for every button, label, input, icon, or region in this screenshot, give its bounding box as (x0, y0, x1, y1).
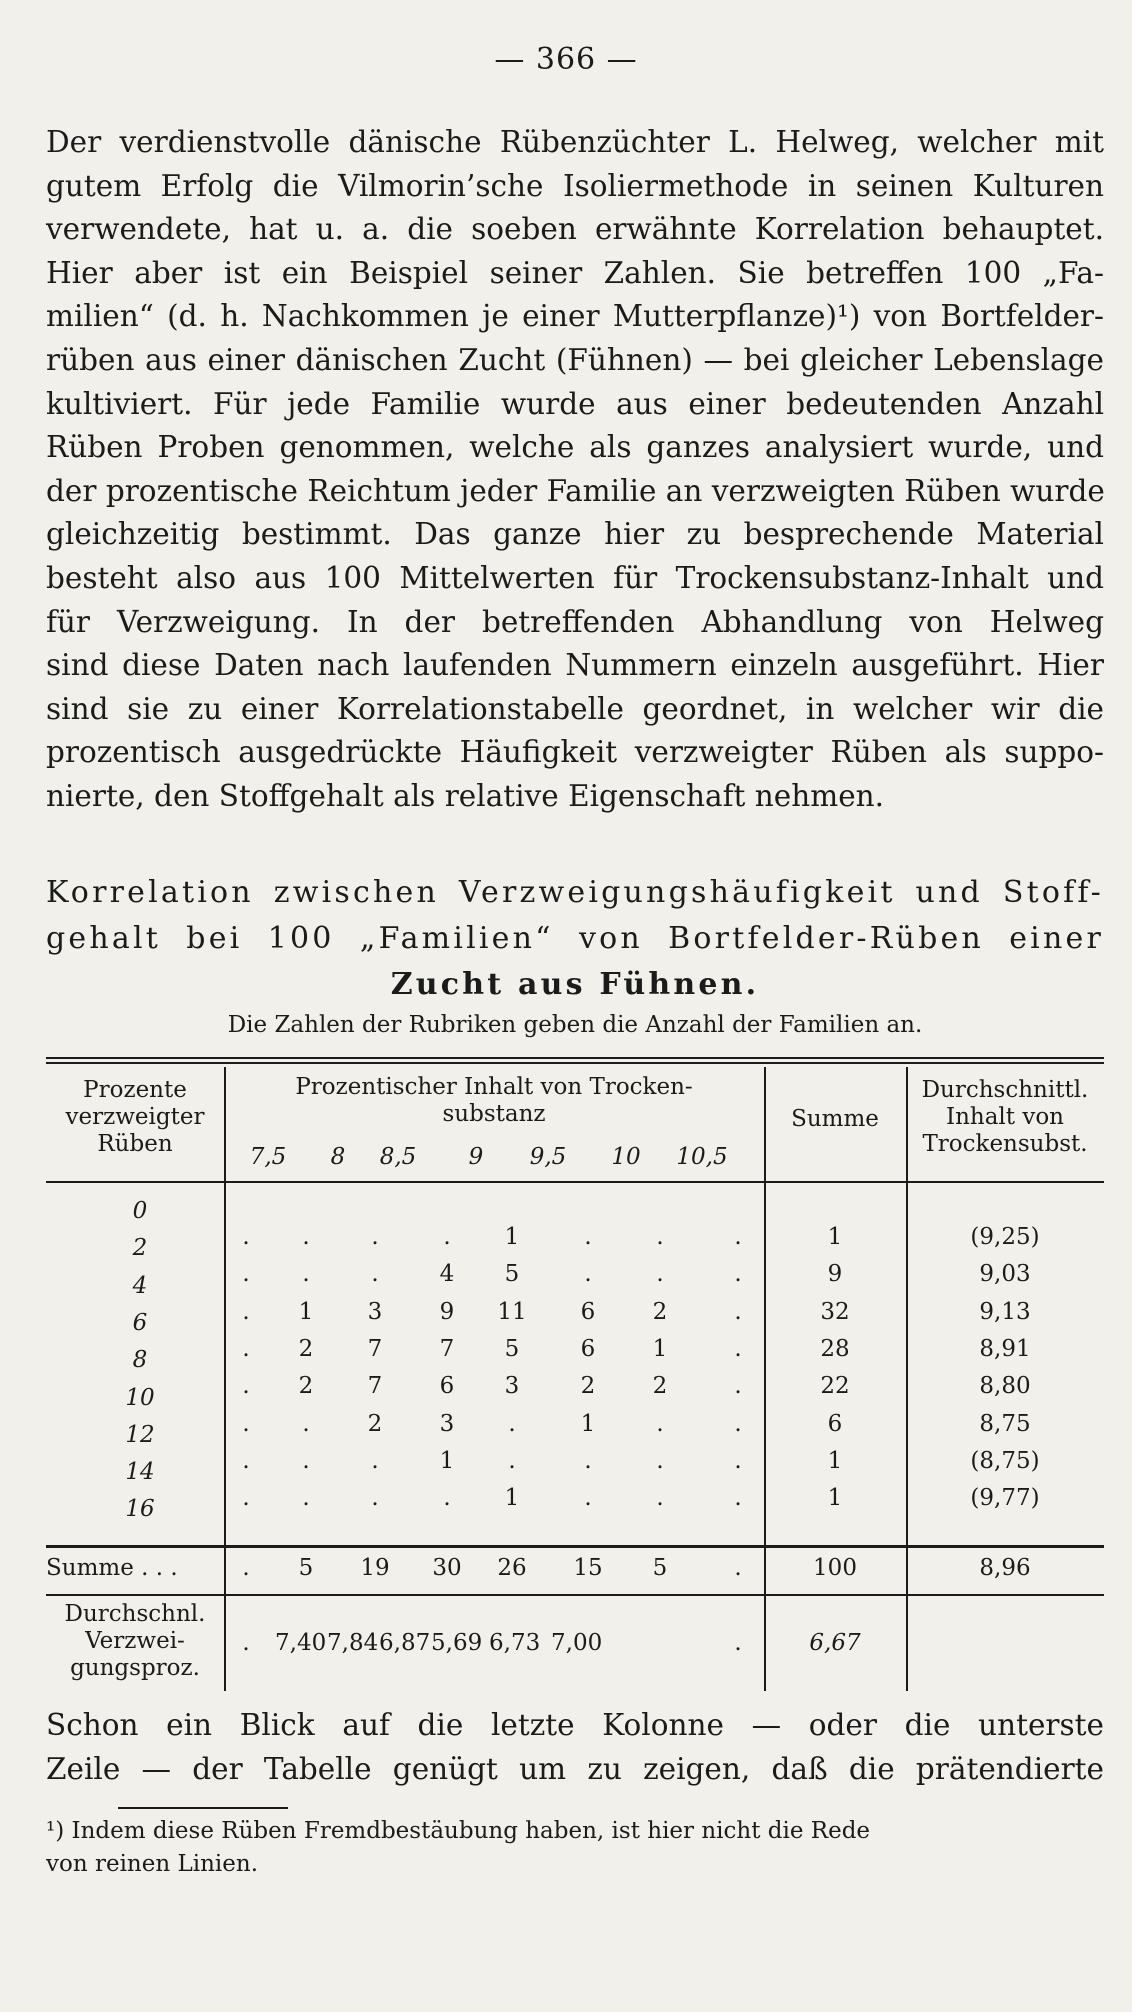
paragraph-1 (46, 121, 1104, 819)
table-subtitle: Die Zahlen der Rubriken geben die Anzahl der Familien an. (227, 1012, 923, 1038)
avg-cell: 5,69 (431, 1630, 483, 1656)
text-line: Der verdienstvolle dänische Rübenzüchter L. Helweg, welcher mit (46, 125, 1104, 159)
count-cell: 5 (504, 1335, 520, 1362)
count-cell: 3 (504, 1373, 520, 1400)
column-value: 8 (330, 1144, 346, 1170)
column-value: 7,5 (249, 1144, 287, 1170)
empty-cell: . (371, 1261, 379, 1288)
row-sum: 28 (820, 1335, 850, 1362)
table-top-rule (46, 1062, 1104, 1064)
empty-cell: . (656, 1261, 664, 1288)
count-cell: 7 (367, 1335, 383, 1362)
header-text: Prozentischer Inhalt von Trocken- (295, 1074, 693, 1100)
summe-cell: . (734, 1555, 742, 1581)
empty-cell: . (734, 1224, 742, 1250)
row-label: 8 (132, 1347, 148, 1374)
empty-cell: . (242, 1298, 250, 1325)
row-avg: 9,13 (979, 1298, 1031, 1325)
row-sum: 32 (820, 1298, 850, 1325)
row-avg: (9,77) (970, 1485, 1040, 1512)
avg-cell: . (734, 1630, 742, 1656)
text-line: der prozentische Reichtum jeder Familie an verzweigten Rüben wurde (46, 473, 1105, 508)
summe-cell: 5 (298, 1555, 314, 1581)
empty-cell: . (302, 1485, 310, 1512)
avg-cell: 7,40 (275, 1630, 327, 1656)
avg-cell: 6,87 (379, 1630, 431, 1656)
text-line: prozentisch ausgedrückte Häufigkeit verzweigter Rüben als suppo- (46, 735, 1104, 770)
header-text: verzweigter (65, 1104, 205, 1130)
empty-cell: . (242, 1335, 250, 1362)
header-text: Trockensubst. (922, 1131, 1088, 1157)
table-title-line: Korrelation zwischen Verzweigungshäufigkeit und Stoff- (46, 875, 1104, 910)
footnote-line: von reinen Linien. (46, 1851, 259, 1877)
text-line: kultiviert. Für jede Familie wurde aus einer bedeutenden Anzahl (46, 386, 1104, 421)
header-text: Prozente (83, 1077, 187, 1103)
count-cell: 5 (504, 1261, 520, 1288)
column-value: 10 (611, 1144, 641, 1170)
count-cell: 1 (580, 1410, 596, 1437)
empty-cell: . (584, 1485, 592, 1512)
header-rule (46, 1181, 1104, 1183)
summe-total: 100 (813, 1555, 857, 1581)
empty-cell: . (443, 1224, 451, 1250)
header-text: substanz (442, 1101, 546, 1127)
count-cell: 1 (439, 1447, 455, 1474)
count-cell: 1 (652, 1335, 668, 1362)
avg-total: 6,67 (809, 1630, 861, 1656)
column-value: 10,5 (676, 1144, 728, 1170)
table-title-line: Zucht aus Fühnen. (390, 967, 760, 1002)
count-cell: 6 (580, 1298, 596, 1325)
empty-cell: . (371, 1485, 379, 1512)
count-cell: 2 (652, 1298, 668, 1325)
empty-cell: . (508, 1447, 516, 1474)
row-avg: 8,91 (979, 1335, 1031, 1362)
header-text: Inhalt von (946, 1104, 1064, 1130)
summe-rule (46, 1545, 1104, 1548)
empty-cell: . (734, 1335, 742, 1362)
row-avg: 8,80 (979, 1373, 1031, 1400)
empty-cell: . (656, 1447, 664, 1474)
column-value: 9,5 (529, 1144, 567, 1170)
row-avg: (8,75) (970, 1447, 1040, 1474)
empty-cell: . (734, 1447, 742, 1474)
row-label: 14 (125, 1459, 155, 1486)
table-top-rule (46, 1057, 1104, 1059)
count-cell: 2 (580, 1373, 596, 1400)
count-cell: 2 (298, 1335, 314, 1362)
row-label: 16 (125, 1496, 155, 1523)
text-line: Zeile — der Tabelle genügt um zu zeigen, daß die prätendierte (46, 1751, 1104, 1786)
empty-cell: . (302, 1224, 310, 1250)
empty-cell: . (242, 1261, 250, 1288)
summe-cell: . (242, 1555, 250, 1581)
paragraph-2 (46, 1704, 1104, 1791)
row-sum: 1 (827, 1447, 843, 1474)
empty-cell: . (734, 1373, 742, 1400)
row-label: 2 (132, 1235, 148, 1262)
count-cell: 11 (497, 1298, 527, 1325)
row-label: 6 (132, 1309, 148, 1336)
empty-cell: . (302, 1261, 310, 1288)
table-title (46, 870, 1104, 1008)
count-cell: 3 (439, 1410, 455, 1437)
empty-cell: . (508, 1410, 516, 1437)
text-line: gleichzeitig bestimmt. Das ganze hier zu besprechende Material (46, 517, 1104, 552)
row-sum: 1 (827, 1485, 843, 1512)
count-cell: 7 (439, 1335, 455, 1362)
empty-cell: . (242, 1447, 250, 1474)
empty-cell: . (734, 1261, 742, 1288)
text-line: Hier aber ist ein Beispiel seiner Zahlen. Sie betreffen 100 „Fa- (46, 255, 1104, 290)
summe-cell: 26 (497, 1555, 527, 1581)
avg-cell: . (242, 1630, 250, 1656)
count-cell: 4 (439, 1261, 455, 1288)
text-line: gutem Erfolg die Vilmorin’sche Isoliermethode in seinen Kulturen (46, 168, 1104, 203)
empty-cell: . (734, 1298, 742, 1325)
row-label: 10 (125, 1384, 155, 1411)
text-line: für Verzweigung. In der betreffenden Abhandlung von Helweg (46, 604, 1104, 639)
row-avg: 9,03 (979, 1261, 1031, 1288)
summe-avg: 8,96 (979, 1555, 1031, 1581)
empty-cell: . (584, 1261, 592, 1288)
row-avg: 8,75 (979, 1410, 1031, 1437)
summe-cell: 30 (432, 1555, 462, 1581)
footnote-line: ¹) Indem diese Rüben Fremdbestäubung haben, ist hier nicht die Rede (46, 1818, 871, 1844)
empty-cell: . (734, 1410, 742, 1437)
empty-cell: . (584, 1447, 592, 1474)
row-sum: 6 (827, 1410, 843, 1437)
count-cell: 6 (439, 1373, 455, 1400)
table-title-line: gehalt bei 100 „Familien“ von Bortfelder-Rüben einer (46, 921, 1104, 956)
avg-cell: 7,84 (327, 1630, 379, 1656)
empty-cell: . (656, 1410, 664, 1437)
empty-cell: . (242, 1373, 250, 1400)
avg-label-text: Durchschnl. (64, 1601, 206, 1627)
empty-cell: . (656, 1224, 664, 1250)
empty-cell: . (371, 1224, 379, 1250)
empty-cell: . (242, 1224, 250, 1250)
column-value: 8,5 (379, 1144, 417, 1170)
column-value: 9 (468, 1144, 484, 1170)
row-label: 0 (132, 1198, 148, 1224)
avg-label-text: gungsproz. (70, 1655, 200, 1681)
row-sum: 22 (820, 1373, 850, 1400)
avg-cell: 7,00 (551, 1630, 603, 1656)
text-line: rüben aus einer dänischen Zucht (Fühnen) — bei gleicher Lebenslage (46, 342, 1104, 377)
row-label: 12 (125, 1421, 155, 1448)
text-line: Schon ein Blick auf die letzte Kolonne — oder die unterste (46, 1708, 1104, 1742)
avg-label-text: Verzwei- (85, 1628, 185, 1654)
header-main (224, 1074, 764, 1128)
empty-cell: . (443, 1485, 451, 1512)
header-sum: Summe (791, 1106, 879, 1132)
text-line: sind diese Daten nach laufenden Nummern einzeln ausgeführt. Hier (46, 648, 1104, 683)
text-line: nierte, den Stoffgehalt als relative Eigenschaft nehmen. (46, 778, 885, 813)
empty-cell: . (302, 1447, 310, 1474)
row-sum: 1 (827, 1224, 843, 1250)
text-line: verwendete, hat u. a. die soeben erwähnte Korrelation behauptet. (46, 212, 1104, 247)
count-cell: 1 (298, 1298, 314, 1325)
row-sum: 9 (827, 1261, 843, 1288)
header-text: Durchschnittl. (921, 1077, 1089, 1103)
avg-label (46, 1601, 224, 1682)
empty-cell: . (302, 1410, 310, 1437)
empty-cell: . (242, 1410, 250, 1437)
page-number: — 366 — (494, 42, 638, 77)
header-avg (906, 1077, 1104, 1158)
row-avg: (9,25) (970, 1224, 1040, 1250)
header-rows-label (46, 1077, 224, 1158)
footnote (46, 1815, 1104, 1881)
text-line: Rüben Proben genommen, welche als ganzes analysiert wurde, und (46, 430, 1104, 465)
empty-cell: . (584, 1224, 592, 1250)
count-cell: 6 (580, 1335, 596, 1362)
header-text: Rüben (97, 1131, 173, 1157)
count-cell: 7 (367, 1373, 383, 1400)
count-cell: 1 (504, 1485, 520, 1512)
count-cell: 2 (298, 1373, 314, 1400)
empty-cell: . (242, 1485, 250, 1512)
count-cell: 3 (367, 1298, 383, 1325)
row-label: 4 (132, 1272, 148, 1299)
text-line: sind sie zu einer Korrelationstabelle geordnet, in welcher wir die (46, 691, 1104, 726)
text-line: milien“ (d. h. Nachkommen je einer Mutterpflanze)¹) von Bortfelder- (46, 299, 1104, 334)
avg-cell: 6,73 (489, 1630, 541, 1656)
count-cell: 9 (439, 1298, 455, 1325)
empty-cell: . (656, 1485, 664, 1512)
count-cell: 2 (367, 1410, 383, 1437)
summe-cell: 5 (652, 1555, 668, 1581)
summe-cell: 19 (360, 1555, 390, 1581)
text-line: besteht also aus 100 Mittelwerten für Trockensubstanz-Inhalt und (46, 560, 1104, 595)
count-cell: 2 (652, 1373, 668, 1400)
summe-cell: 15 (573, 1555, 603, 1581)
count-cell: 1 (504, 1224, 520, 1250)
summe-label: Summe . . . (46, 1555, 178, 1581)
empty-cell: . (371, 1447, 379, 1474)
avg-rule (46, 1594, 1104, 1596)
footnote-rule (118, 1807, 288, 1809)
empty-cell: . (734, 1485, 742, 1512)
